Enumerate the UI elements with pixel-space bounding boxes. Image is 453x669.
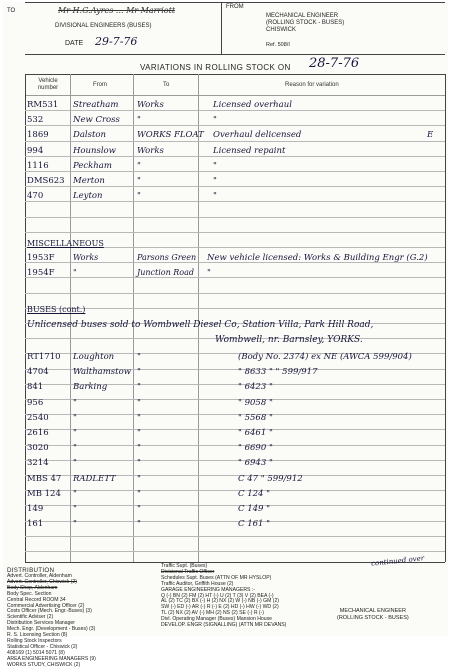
row-rule: [25, 110, 445, 111]
variation-reason: " 6423 ": [238, 382, 273, 393]
from-location: Peckham: [73, 160, 112, 171]
vehicle-number: RT1710: [27, 352, 61, 362]
vehicle-number: 3214: [27, 458, 49, 469]
from-location: ": [73, 428, 77, 438]
buses-note-line-2: Wombwell, nr. Barnsley, YORKS.: [215, 335, 363, 345]
vehicle-number: 841: [27, 382, 44, 393]
row-rule: [25, 217, 445, 218]
to-location: ": [137, 458, 141, 469]
distribution-heading: DISTRIBUTION: [7, 567, 55, 574]
from-location: Leyton: [73, 191, 103, 202]
from-location: Merton: [73, 176, 105, 186]
form-title: VARIATIONS IN ROLLING STOCK ON: [140, 63, 291, 72]
row-rule: [25, 232, 445, 233]
to-location: WORKS FLOAT: [137, 130, 204, 141]
to-location: ": [137, 397, 141, 408]
column-divider-3: [198, 74, 199, 562]
to-location: ": [137, 519, 141, 530]
distribution-entry: Scientific Adviser (2): [7, 614, 54, 621]
to-location: Works: [137, 100, 164, 110]
distribution-entry: Mech. Engr. (Development - Buses) (3): [7, 626, 96, 633]
to-location: ": [137, 382, 141, 393]
to-location: ": [137, 504, 141, 514]
variation-reason: " 8633 " " 599/917: [238, 367, 318, 378]
vehicle-number: 956: [27, 397, 44, 408]
table-left-border: [25, 74, 26, 562]
vehicle-number: 470: [27, 191, 44, 202]
variation-reason: " 6690 ": [238, 443, 273, 454]
table-header-bottom: [25, 95, 445, 96]
from-location: ": [73, 504, 77, 514]
to-location: ": [137, 443, 141, 454]
to-location: ": [137, 191, 141, 202]
row-rule: [25, 521, 445, 522]
to-location: Works: [137, 145, 164, 156]
distribution-entry: GARAGE ENGINEERING MANAGERS :-: [161, 586, 255, 593]
row-rule: [25, 293, 445, 294]
row-rule: [25, 277, 445, 278]
to-handwritten: Mr H.G.Ayres ... Mr Marriott: [58, 6, 176, 15]
distribution-entry: Body Spec. Section: [7, 590, 52, 597]
variation-reason: ": [213, 115, 217, 126]
vehicle-number: 161: [27, 519, 44, 530]
to-location: Junction Road: [137, 268, 195, 278]
row-rule: [25, 308, 445, 309]
from-location: ": [73, 268, 77, 278]
from-location: ": [73, 488, 77, 499]
to-location: ": [137, 412, 141, 423]
distribution-entry: SW (-) ED (-) AR (-) R (-) E (2) HD (-) HW (-) WD (2): [161, 604, 279, 611]
distribution-entry: Q (-) BN (2) FM (2) HT (-) U (2) T (3) V (2) BEA (-): [161, 592, 274, 599]
variation-reason: " 9058 ": [238, 397, 273, 408]
from-line-2: (ROLLING STOCK - BUSES): [266, 20, 345, 26]
continued-over-note: continued over: [370, 554, 425, 568]
from-location: Dalston: [73, 130, 106, 141]
from-location: Barking: [73, 382, 108, 393]
distribution-entry: Traffic Auditor, Griffith House (2): [161, 580, 234, 587]
variation-reason: Overhaul delicensed: [213, 130, 302, 141]
row-rule: [25, 171, 445, 172]
to-location: ": [137, 428, 141, 438]
from-location: ": [73, 458, 77, 469]
distribution-entry: Advert. Controller, Chiswick (2): [7, 578, 77, 585]
variation-reason: ": [213, 176, 217, 186]
row-rule: [25, 156, 445, 157]
variation-reason: " 6461 ": [238, 428, 273, 438]
vehicle-number: 1116: [27, 160, 49, 171]
from-location: ": [73, 412, 77, 423]
from-line-1: MECHANICAL ENGINEER: [266, 13, 339, 19]
variation-reason: " 5568 ": [238, 412, 273, 423]
vehicle-number: 2540: [27, 412, 49, 423]
date-value: 29-7-76: [95, 35, 138, 48]
variation-reason: C 161 ": [238, 519, 271, 530]
signoff: [337, 608, 409, 622]
variation-reason: C 47 " 599/912: [238, 473, 303, 484]
variation-reason: ": [213, 191, 217, 202]
distribution-entry: DEVELOP. ENGR (SIGNALLING) (ATTN MR DEVANS): [161, 622, 287, 629]
header-bottom-border: [25, 54, 445, 55]
vehicle-number: 994: [27, 145, 44, 156]
header-top-border: [25, 2, 445, 3]
to-label: TO: [7, 8, 16, 14]
distribution-entry: AL (2) TC (2) BX (-) H (2) NX (2) W (-) NB (-) GM (2): [161, 598, 279, 605]
ref-label: Ref. 508/I: [266, 42, 290, 48]
distribution-entry: Costs Officer (Mech. Engr.-Buses) (3): [7, 608, 92, 615]
signoff-line-1: MECHANICAL ENGINEER: [339, 608, 406, 614]
from-location: Loughton: [73, 352, 115, 362]
variation-reason: Licensed repaint: [213, 145, 286, 156]
to-department: DIVISIONAL ENGINEERS (BUSES): [55, 23, 152, 29]
to-location: ": [137, 352, 141, 362]
distribution-entry: 408169 (1) 5014 5071 (8): [7, 649, 65, 656]
document-page: [3, 2, 448, 668]
distribution-entry: Traffic Supt. (Buses): [161, 563, 208, 569]
header-divider: [221, 2, 222, 54]
row-rule: [25, 505, 445, 506]
variation-reason: Licensed overhaul: [213, 100, 292, 110]
distribution-entry: Divisional Traffic Officer: [161, 568, 215, 575]
to-location: ": [137, 176, 141, 186]
from-location: RADLETT: [73, 473, 116, 484]
row-rule: [25, 460, 445, 461]
vehicle-number: 4704: [27, 367, 49, 378]
row-rule: [25, 399, 445, 400]
row-rule: [25, 186, 445, 187]
variation-reason: C 149 ": [238, 504, 271, 514]
distribution-entry: Body Shop, Aldenham: [7, 584, 58, 591]
column-header-reason: Reason for variation: [285, 82, 339, 88]
buses-note-line-1: Unlicensed buses sold to Wombwell Diesel Co, Station Villa, Park Hill Road,: [27, 320, 374, 330]
form-title-date: 28-7-76: [309, 56, 360, 71]
row-rule: [25, 551, 445, 552]
misc-heading: MISCELLANEOUS: [27, 239, 104, 248]
table-right-border: [445, 74, 446, 562]
to-location: ": [137, 367, 141, 378]
from-location: Hounslow: [73, 145, 116, 156]
from-location: ": [73, 443, 77, 454]
from-line-3: CHISWICK: [266, 27, 296, 33]
vehicle-number: DMS623: [27, 176, 65, 186]
column-divider-2: [133, 74, 134, 562]
vehicle-number: RM531: [27, 100, 59, 110]
distribution-entry: WORKS STUDY, CHISWICK (2): [7, 661, 81, 668]
from-location: Works: [73, 253, 99, 262]
row-mark: E: [427, 130, 434, 141]
column-header-to: To: [163, 82, 170, 88]
distribution-entry: Central Record ROOM 34: [7, 596, 66, 603]
distribution-entry: R. S. Licensing Section (8): [7, 632, 68, 639]
vehicle-number: MB 124: [27, 488, 61, 499]
distribution-middle-list: [161, 564, 286, 629]
row-rule: [25, 414, 445, 415]
row-rule: [25, 536, 445, 537]
buses-heading: BUSES (cont.): [27, 305, 86, 314]
vehicle-number: 1954F: [27, 268, 55, 279]
variation-reason: ": [207, 268, 211, 279]
to-location: Parsons Green: [137, 253, 197, 262]
from-location: New Cross: [73, 115, 120, 126]
variation-reason: (Body No. 2374) ex NE (AWCA 599/904): [238, 352, 412, 362]
from-location: ": [73, 519, 77, 530]
vehicle-number: 1953F: [27, 253, 55, 263]
to-location: ": [137, 160, 141, 171]
date-label: DATE: [65, 40, 84, 47]
column-divider-1: [70, 74, 71, 562]
column-header-vehicle: Vehicle number: [37, 78, 59, 91]
row-rule: [25, 141, 445, 142]
column-header-from: From: [93, 82, 107, 88]
variation-reason: ": [213, 160, 217, 171]
vehicle-number: MBS 47: [27, 473, 62, 484]
signoff-line-2: (ROLLING STOCK - BUSES): [337, 615, 409, 621]
distribution-entry: Advert. Controller, Aldenham: [7, 573, 72, 579]
distribution-entry: TL (2) NX (2) AV (-) MH (2) NS (2) SE (-) R (-): [161, 610, 265, 617]
vehicle-number: 1869: [27, 130, 49, 141]
row-rule: [25, 445, 445, 446]
distribution-left-list: [7, 574, 96, 669]
to-location: ": [137, 488, 141, 499]
from-location: ": [73, 397, 77, 408]
from-location: Streatham: [73, 100, 119, 110]
vehicle-number: 2616: [27, 428, 49, 438]
distribution-entry: AREA ENGINEERING MANAGERS (9): [7, 655, 96, 662]
to-location: ": [137, 115, 141, 126]
vehicle-number: 532: [27, 115, 44, 126]
distribution-entry: Commercial Advertising Officer (2): [7, 602, 85, 609]
distribution-entry: Schedules Supt. Buses (ATTN OF MR HYSLOP): [161, 574, 272, 581]
distribution-entry: Rolling Stock Inspectors: [7, 637, 62, 644]
variation-reason: New vehicle licensed: Works & Building Engr (G.2): [207, 253, 428, 263]
from-label: FROM: [226, 4, 244, 10]
row-rule: [25, 429, 445, 430]
vehicle-number: 149: [27, 504, 44, 514]
distribution-entry: Distribution Services Manager: [7, 620, 75, 627]
from-location: Walthamstow: [73, 367, 131, 378]
row-rule: [25, 490, 445, 491]
distribution-entry: Divl. Operating Manager (Buses) Mansion House: [161, 616, 272, 623]
distribution-entry: Statistical Officer - Chiswick (2): [7, 643, 78, 650]
variation-reason: C 124 ": [238, 488, 271, 499]
vehicle-number: 3020: [27, 443, 49, 454]
table-top-border: [25, 74, 445, 75]
to-location: ": [137, 473, 141, 484]
variation-reason: " 6943 ": [238, 458, 273, 469]
